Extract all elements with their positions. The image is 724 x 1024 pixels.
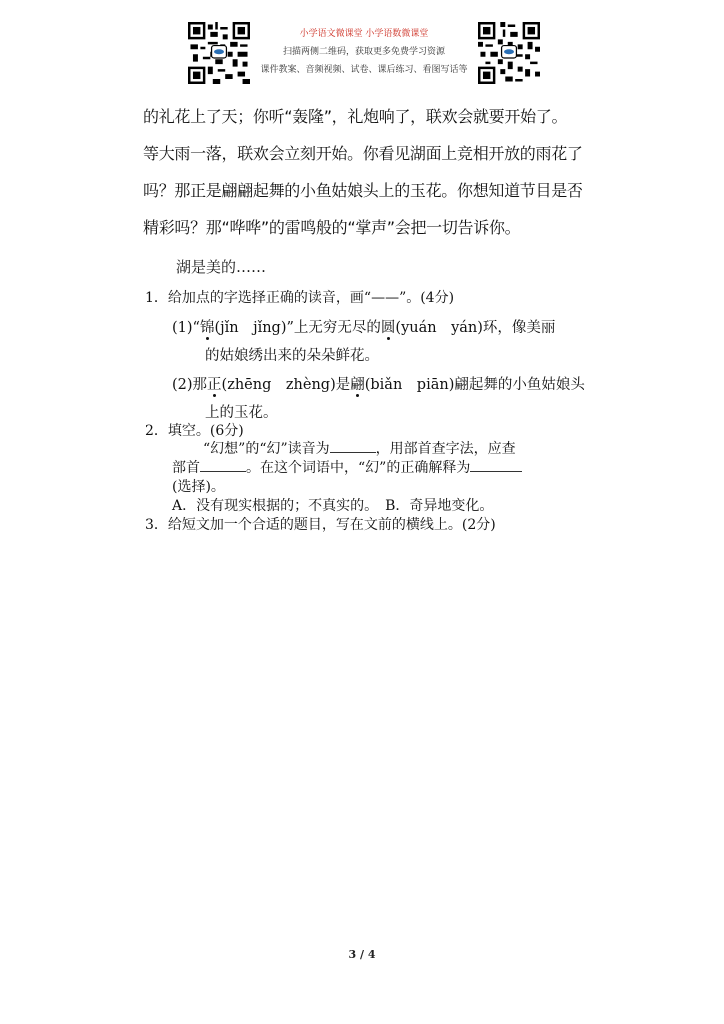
question-2-line-1 bbox=[203, 438, 516, 458]
dotted-char: 锦 bbox=[200, 316, 215, 337]
q2-line1-text-b: ，用部首查字法，应查 bbox=[375, 441, 516, 457]
answer-blank[interactable] bbox=[330, 440, 376, 453]
q1-item2-text-c: (biǎn piān)翩起舞的小鱼姑娘头 bbox=[364, 377, 585, 393]
question-1-item-2 bbox=[172, 373, 585, 394]
question-2-line-2 bbox=[172, 457, 522, 477]
q1-item2-text-b: (zhēng zhèng)是 bbox=[221, 377, 351, 393]
q1-item1-text-c: (yuán yán)环，像美丽 bbox=[395, 320, 556, 336]
q2-line2-text-b: 。在这个词语中，“幻”的正确解释为 bbox=[246, 460, 471, 476]
dotted-char: 正 bbox=[207, 373, 222, 394]
passage-line: 的礼花上了天；你听“轰隆”，礼炮响了，联欢会就要开始了。 bbox=[143, 107, 568, 126]
dotted-char: 翩 bbox=[350, 373, 365, 394]
qr-code-left bbox=[188, 22, 250, 84]
question-2-line-3: (选择)。 bbox=[172, 479, 225, 495]
question-3-stem: 3．给短文加一个合适的题目，写在文前的横线上。(2分) bbox=[145, 517, 496, 533]
header-line-1: 小学语文微课堂 小学语数微课堂 bbox=[299, 29, 429, 39]
q1-item1-text-b: (jǐn jǐng)”上无穷无尽的 bbox=[214, 320, 381, 336]
q2-line2-text-a: 部首 bbox=[172, 460, 200, 476]
question-1-item-1 bbox=[172, 316, 555, 337]
passage-line: 精彩吗？那“哗哗”的雷鸣般的“掌声”会把一切告诉你。 bbox=[143, 218, 521, 237]
question-1-stem: 1．给加点的字选择正确的读音，画“——”。(4分) bbox=[145, 290, 455, 306]
passage-text bbox=[143, 98, 623, 246]
header-text bbox=[258, 28, 470, 82]
q2-line1-text-a: “幻想”的“幻”读音为 bbox=[203, 441, 330, 457]
question-2-stem: 2．填空。(6分) bbox=[145, 423, 244, 439]
passage-line: 吗？那正是翩翩起舞的小鱼姑娘头上的玉花。你想知道节目是否 bbox=[143, 181, 583, 200]
header-line-2: 扫描两侧二维码，获取更多免费学习资源 bbox=[282, 47, 445, 57]
header-line-3: 课件教案、音频视频、试卷、课后练习、看图写话等 bbox=[260, 65, 468, 75]
passage-line: 等大雨一落，联欢会立刻开始。你看见湖面上竞相开放的雨花了 bbox=[143, 144, 583, 163]
question-1-item-1-cont: 的姑娘绣出来的朵朵鲜花。 bbox=[205, 348, 379, 364]
qr-code-right bbox=[478, 22, 540, 84]
q1-item1-text-a: (1)“ bbox=[172, 320, 200, 336]
answer-blank[interactable] bbox=[470, 459, 522, 472]
passage-ending: 湖是美的…… bbox=[176, 258, 267, 276]
question-1-item-2-cont: 上的玉花。 bbox=[205, 405, 278, 421]
page-header bbox=[0, 0, 724, 96]
dotted-char: 圆 bbox=[381, 316, 396, 337]
question-2-options: A．没有现实根据的；不真实的。 B．奇异地变化。 bbox=[172, 498, 494, 514]
answer-blank[interactable] bbox=[200, 459, 246, 472]
page-number: 3 / 4 bbox=[348, 948, 376, 961]
q1-item2-text-a: (2)那 bbox=[172, 377, 208, 393]
